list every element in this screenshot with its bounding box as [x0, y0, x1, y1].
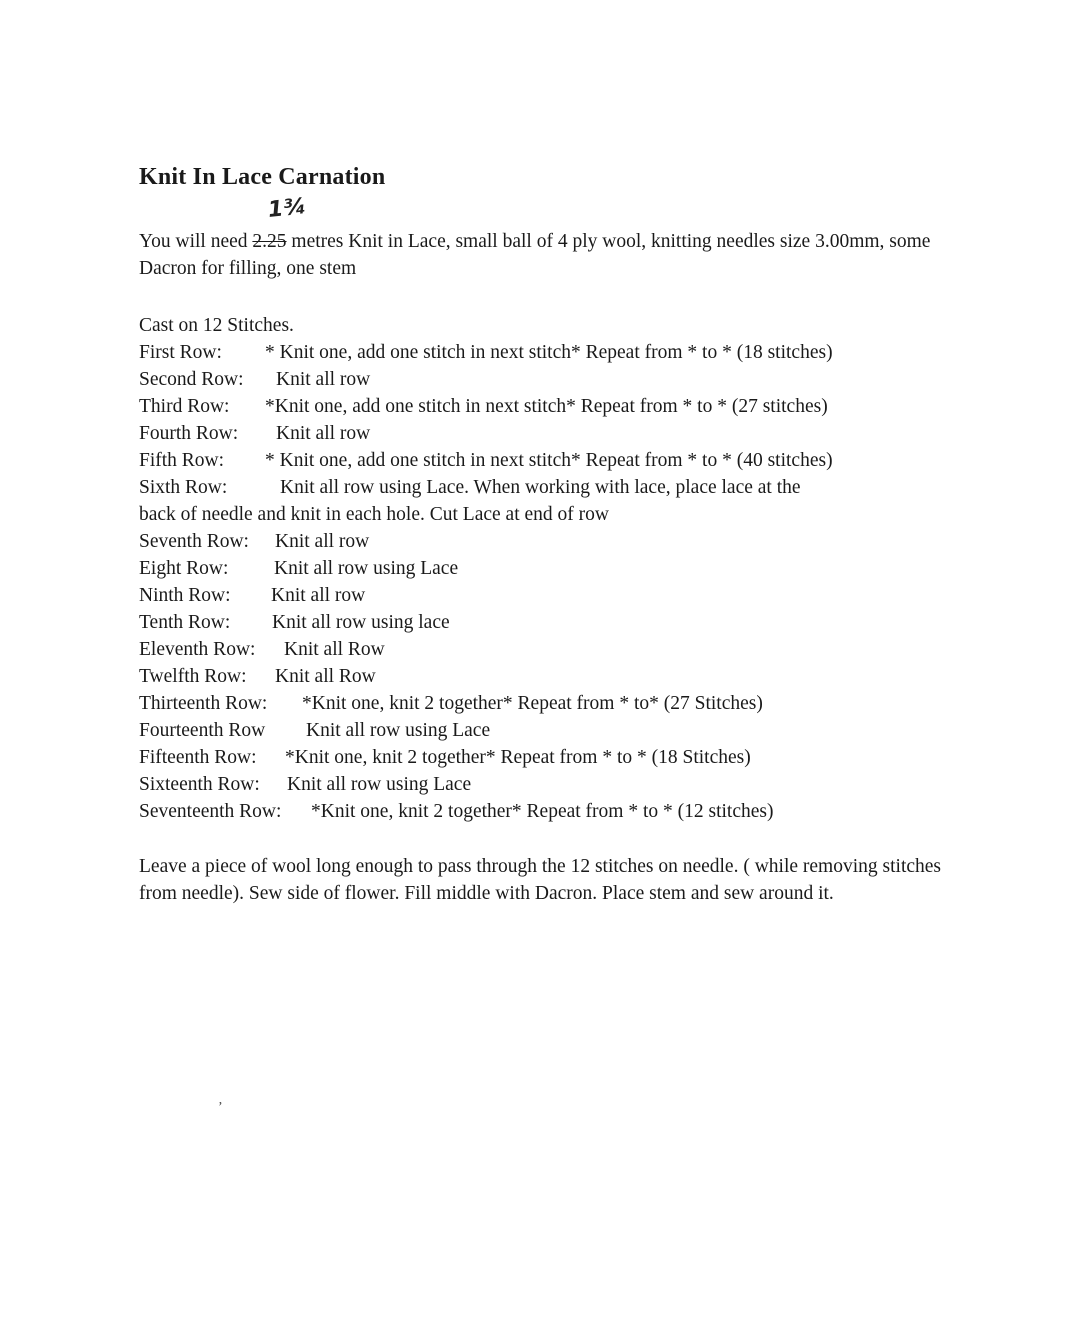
row-instruction [139, 393, 979, 420]
row-text: Knit all Row [275, 666, 376, 687]
row-label: Eleventh Row: [139, 639, 256, 660]
document-title: Knit In Lace Carnation [139, 164, 386, 190]
row-instruction [139, 744, 979, 771]
intro-before: You will need [139, 231, 253, 252]
row-label: Ninth Row: [139, 585, 231, 606]
row-text: *Knit one, add one stitch in next stitch* Repeat from * to * (27 stitches) [265, 396, 828, 417]
row-label: Second Row: [139, 369, 244, 390]
row-instruction [139, 798, 979, 825]
row-text: *Knit one, knit 2 together* Repeat from * to * (12 stitches) [311, 801, 774, 822]
row-label: Seventeenth Row: [139, 801, 282, 822]
row-instruction [139, 690, 979, 717]
row-label: Seventh Row: [139, 531, 249, 552]
row-instruction [139, 555, 979, 582]
struck-out-quantity: 2.25 [252, 231, 287, 252]
row-instruction [139, 582, 979, 609]
row-text: *Knit one, knit 2 together* Repeat from * to * (18 Stitches) [285, 747, 751, 768]
row-instruction [139, 420, 979, 447]
row-instruction [139, 717, 979, 744]
finishing-paragraph: Leave a piece of wool long enough to pass through the 12 stitches on needle. ( while removing stitches from needle). Sew side of flower. Fill middle with Dacron. Place stem and sew around it. [139, 856, 942, 904]
row-text: Knit all row using Lace [274, 558, 459, 579]
knitting-instructions [139, 312, 979, 825]
scan-speck: ’ [218, 1100, 223, 1115]
handwritten-correction: 1¾ [266, 194, 308, 223]
row-label: Fifth Row: [139, 450, 225, 471]
row-text: * Knit one, add one stitch in next stitch* Repeat from * to * (18 stitches) [265, 342, 833, 363]
row-instruction [139, 366, 979, 393]
row-instruction [139, 447, 979, 474]
row-text: Knit all row [276, 423, 371, 444]
row-label: Twelfth Row: [139, 666, 247, 687]
row-instruction [139, 636, 979, 663]
cast-on-line: Cast on 12 Stitches. [139, 315, 294, 336]
row-text: Knit all row [276, 369, 371, 390]
row-label: Tenth Row: [139, 612, 231, 633]
row-label: Sixth Row: [139, 477, 228, 498]
row-instruction [139, 663, 979, 690]
row-instruction [139, 771, 979, 798]
row-instruction [139, 474, 979, 501]
row-label: Third Row: [139, 396, 230, 417]
row-text: Knit all row [275, 531, 370, 552]
row-instruction [139, 609, 979, 636]
row-text: Knit all row using Lace [287, 774, 472, 795]
row-text: Knit all row using lace [272, 612, 450, 633]
row-label: Thirteenth Row: [139, 693, 268, 714]
row-label: Fourteenth Row [139, 720, 266, 741]
row-label: First Row: [139, 342, 222, 363]
row-label: Fourth Row: [139, 423, 239, 444]
row-text: Knit all row using Lace [306, 720, 491, 741]
row-text: Knit all row [271, 585, 366, 606]
row-text: * Knit one, add one stitch in next stitch* Repeat from * to * (40 stitches) [265, 450, 833, 471]
row-label: Sixteenth Row: [139, 774, 260, 795]
row-instruction [139, 339, 979, 366]
row-continuation: back of needle and knit in each hole. Cut Lace at end of row [139, 504, 609, 525]
materials-paragraph [139, 228, 969, 282]
row-text: *Knit one, knit 2 together* Repeat from * to* (27 Stitches) [302, 693, 763, 714]
row-text: Knit all Row [284, 639, 385, 660]
row-instruction [139, 528, 979, 555]
row-text: Knit all row using Lace. When working with lace, place lace at the [280, 477, 801, 498]
row-label: Fifteenth Row: [139, 747, 257, 768]
row-label: Eight Row: [139, 558, 229, 579]
intro-after: metres Knit in Lace, small ball of 4 ply wool, knitting needles size 3.00mm, some Dacron for filling, one stem [139, 231, 931, 279]
